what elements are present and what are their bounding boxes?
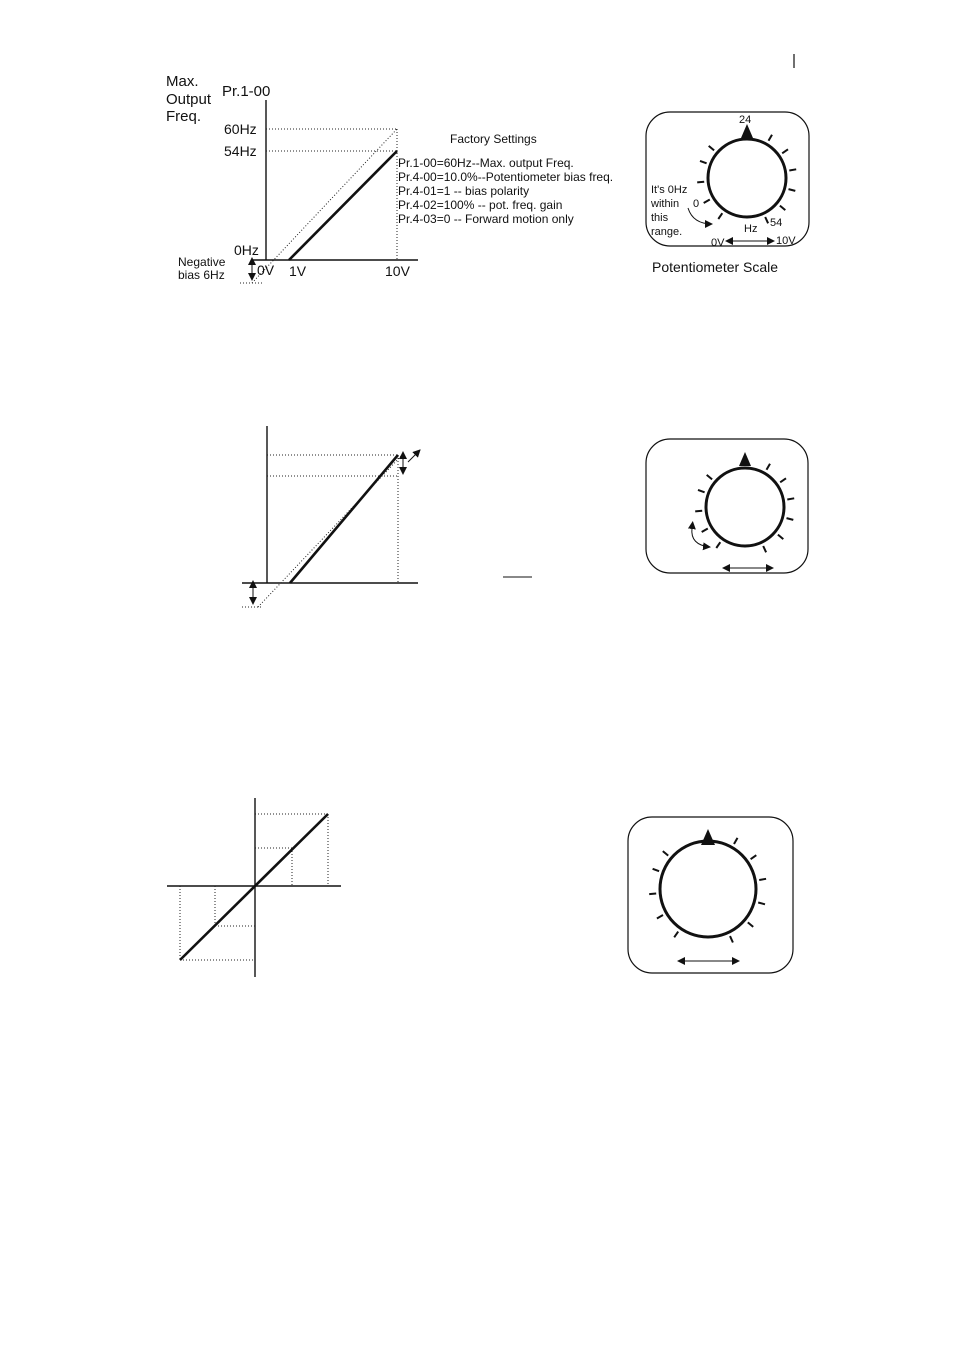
scale-tick xyxy=(780,478,786,482)
y-label-0hz: 0Hz xyxy=(234,242,259,258)
scale-tick xyxy=(653,869,660,871)
scale-tick xyxy=(704,200,710,204)
frequency-curve xyxy=(289,151,397,260)
scale-tick xyxy=(758,903,765,905)
y-label-60hz: 60Hz xyxy=(224,121,257,137)
pot-1-right-label: 54 xyxy=(770,217,783,229)
pot-1-note-line-2: within xyxy=(651,198,680,210)
scale-tick xyxy=(649,894,656,895)
potentiometer-2 xyxy=(646,439,808,573)
frequency-curve xyxy=(290,455,398,583)
scale-tick xyxy=(748,922,753,927)
potentiometer-3-ticks xyxy=(649,838,766,943)
pointer-triangle-icon xyxy=(739,452,751,466)
potentiometer-2-knob xyxy=(706,468,784,546)
scale-tick xyxy=(759,879,766,880)
scale-tick xyxy=(782,149,788,153)
diagram-1-graph xyxy=(166,73,418,283)
pot-1-v0-label: 0V xyxy=(711,237,725,249)
factory-settings-block xyxy=(398,132,613,226)
neg-bias-label-line-2: bias 6Hz xyxy=(178,268,225,282)
scale-tick xyxy=(697,182,704,183)
setting-line-1: Pr.1-00=60Hz--Max. output Freq. xyxy=(398,156,574,170)
scale-tick xyxy=(767,464,771,470)
frequency-curve xyxy=(180,814,328,960)
diagram-2-graph xyxy=(242,426,532,607)
pot-1-zero-label: 0 xyxy=(693,198,700,210)
setting-line-3: Pr.4-01=1 -- bias polarity xyxy=(398,184,530,198)
scale-tick xyxy=(702,529,708,533)
scale-tick xyxy=(674,932,678,938)
scale-tick xyxy=(778,535,783,540)
pot-1-top-label: 24 xyxy=(739,114,752,126)
potentiometer-2-ticks xyxy=(695,464,794,553)
scale-tick xyxy=(718,213,722,219)
pot-1-note-line-1: It's 0Hz xyxy=(651,184,688,196)
scale-tick xyxy=(716,542,720,548)
x-label-1v: 1V xyxy=(289,263,307,279)
neg-bias-label-line-1: Negative xyxy=(178,255,226,269)
pointer-triangle-icon xyxy=(701,829,715,845)
scale-tick xyxy=(700,161,707,163)
diagram-3-graph xyxy=(167,798,341,977)
scale-tick xyxy=(707,475,712,480)
param-label: Pr.1-00 xyxy=(222,83,271,100)
pot-1-note-line-4: range. xyxy=(651,226,683,238)
scale-tick xyxy=(780,206,785,211)
scale-tick xyxy=(698,490,705,492)
scale-tick xyxy=(734,838,738,844)
diagonal-arrow-icon xyxy=(408,450,420,462)
y-axis-title-line-3: Freq. xyxy=(166,108,202,125)
curved-arrow-icon xyxy=(688,208,712,224)
setting-line-5: Pr.4-03=0 -- Forward motion only xyxy=(398,212,574,226)
pointer-triangle-icon xyxy=(741,124,753,138)
curved-arrow-icon xyxy=(692,528,710,547)
pot-1-v10-label: 10V xyxy=(776,235,796,247)
factory-settings-title: Factory Settings xyxy=(450,132,537,146)
pot-1-hz-label: Hz xyxy=(744,223,758,235)
scale-tick xyxy=(730,936,733,942)
x-label-10v: 10V xyxy=(385,263,410,279)
scale-tick xyxy=(695,511,702,512)
pot-1-note-line-3: this xyxy=(651,212,669,224)
potentiometer-3 xyxy=(628,817,793,973)
scale-tick xyxy=(787,498,794,499)
scale-tick xyxy=(789,169,796,170)
scale-tick xyxy=(765,217,768,223)
pot-1-caption: Potentiometer Scale xyxy=(652,259,779,275)
scale-tick xyxy=(789,189,796,191)
scale-tick xyxy=(769,135,773,141)
scale-tick xyxy=(657,915,663,919)
scale-tick xyxy=(709,146,714,151)
potentiometer-1-ticks xyxy=(697,135,796,224)
x-label-0v: 0V xyxy=(257,262,275,278)
setting-line-2: Pr.4-00=10.0%--Potentiometer bias freq. xyxy=(398,170,614,184)
potentiometer-1-knob xyxy=(708,139,786,217)
scale-tick xyxy=(751,855,757,859)
potentiometer-3-knob xyxy=(660,841,756,937)
y-axis-title-line-1: Max. xyxy=(166,73,199,90)
scale-tick xyxy=(763,546,766,552)
scale-tick xyxy=(663,851,668,856)
potentiometer-1 xyxy=(646,112,809,275)
scale-tick xyxy=(787,518,794,520)
y-axis-title-line-2: Output xyxy=(166,91,212,108)
y-label-54hz: 54Hz xyxy=(224,143,257,159)
setting-line-4: Pr.4-02=100% -- pot. freq. gain xyxy=(398,198,563,212)
